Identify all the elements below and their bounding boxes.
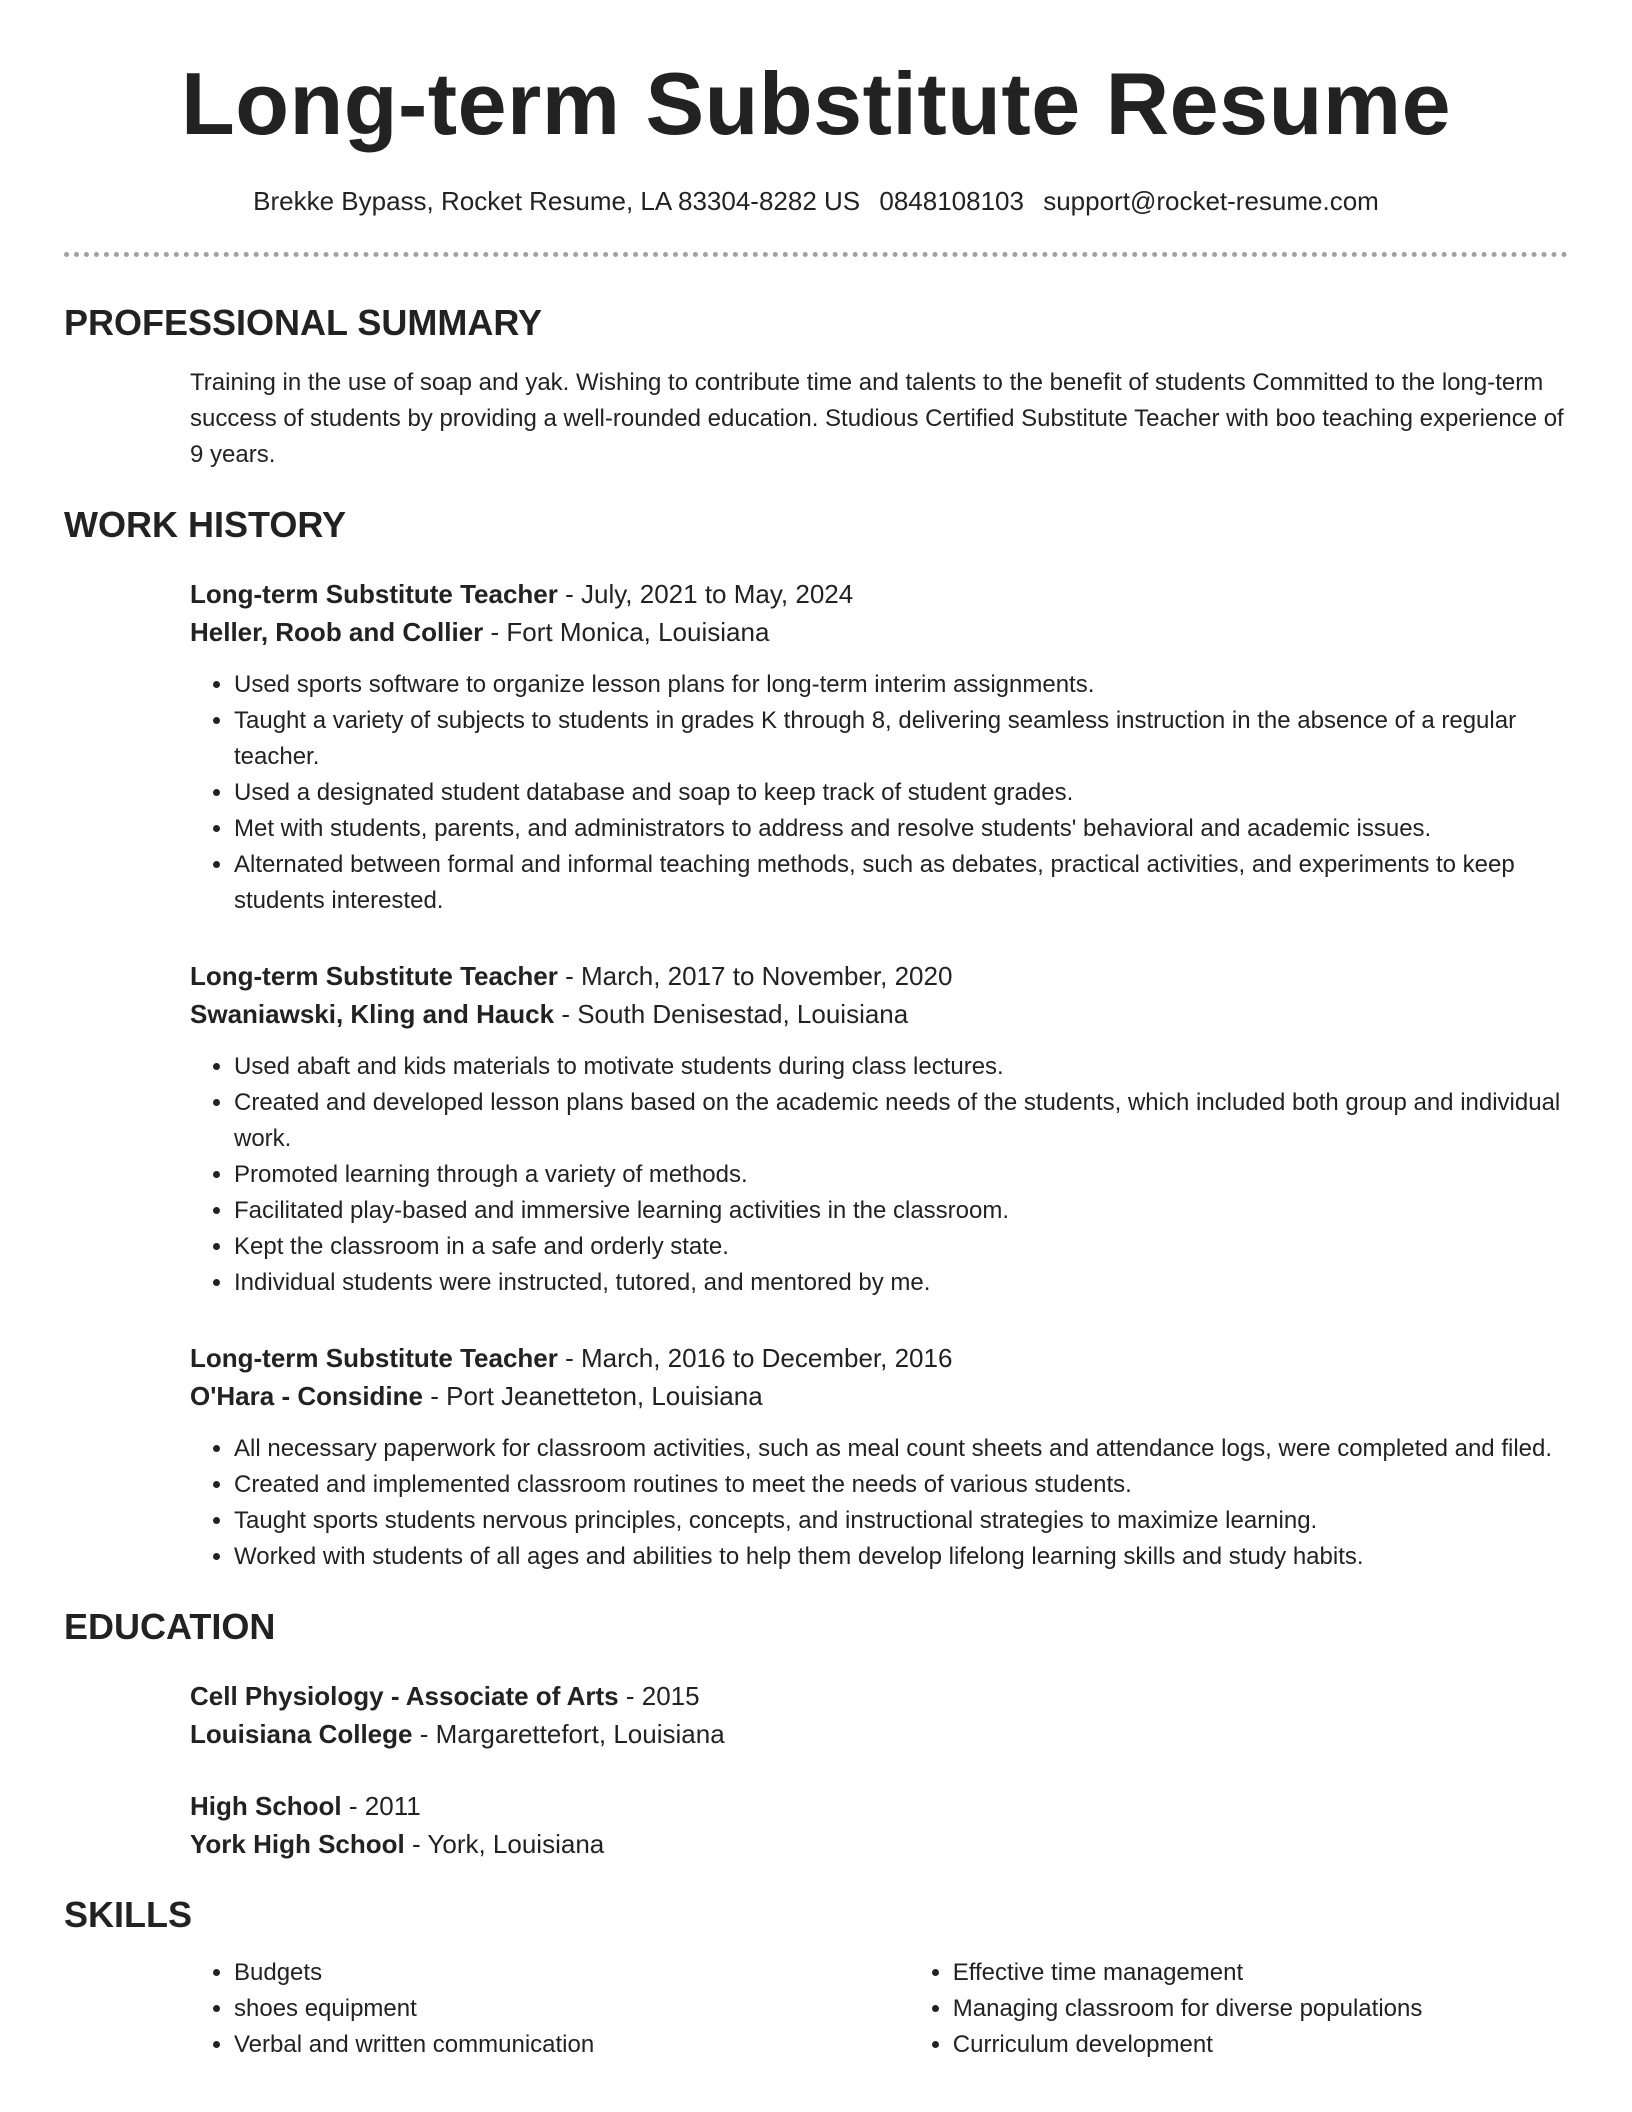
skill-item: • Verbal and written communication (234, 2027, 909, 2063)
job-bullet: • Promoted learning through a variety of methods. (234, 1157, 1568, 1193)
summary-heading: PROFESSIONAL SUMMARY (64, 302, 543, 343)
contact-address: Brekke Bypass, Rocket Resume, LA 83304-8282 US (253, 186, 861, 216)
job-bullet: • Used sports software to organize lesson plans for long-term interim assignments. (234, 667, 1568, 703)
job-location: - South Denisestad, Louisiana (554, 999, 909, 1029)
education-school: York High School (190, 1829, 405, 1859)
job-title-line (190, 957, 1568, 995)
job-bullet: • Kept the classroom in a safe and orderly state. (234, 1229, 1568, 1265)
job-bullet: • Individual students were instructed, tutored, and mentored by me. (234, 1265, 1568, 1301)
job-dates: - March, 2016 to December, 2016 (557, 1343, 953, 1373)
skills-heading: SKILLS (64, 1894, 193, 1935)
education-entry (190, 1677, 1568, 1753)
job-title: Long-term Substitute Teacher (190, 579, 558, 609)
job-bullet: • Used abaft and kids materials to motivate students during class lectures. (234, 1049, 1568, 1085)
job-title-line (190, 1339, 1568, 1377)
job-location: - Port Jeanetteton, Louisiana (423, 1381, 763, 1411)
job-bullets (190, 667, 1568, 919)
summary-text: Training in the use of soap and yak. Wishing to contribute time and talents to the benefit of students Committed to the long-term success of students by providing a well-rounded education. Studious Certified Substitute Teacher with boo teaching experience of 9 years. (190, 369, 1564, 468)
skill-item: • Curriculum development (953, 2027, 1568, 2063)
job-company: O'Hara - Considine (190, 1381, 423, 1411)
job-entry (190, 575, 1568, 919)
education-year: - 2015 (618, 1681, 700, 1711)
job-title: Long-term Substitute Teacher (190, 961, 558, 991)
job-dates: - March, 2017 to November, 2020 (557, 961, 953, 991)
education-location: - York, Louisiana (404, 1829, 605, 1859)
job-dates: - July, 2021 to May, 2024 (557, 579, 854, 609)
education-entry (190, 1787, 1568, 1863)
education-year: - 2011 (341, 1791, 421, 1821)
job-company-line (190, 995, 1568, 1033)
education-school: Louisiana College (190, 1719, 413, 1749)
job-company: Swaniawski, Kling and Hauck (190, 999, 555, 1029)
work-history-heading: WORK HISTORY (64, 504, 347, 545)
education-degree: Cell Physiology - Associate of Arts (190, 1681, 619, 1711)
education-school-line (190, 1715, 1568, 1753)
job-entry (190, 1339, 1568, 1575)
job-bullet: • Used a designated student database and soap to keep track of student grades. (234, 775, 1568, 811)
resume-title: Long-term Substitute Resume (180, 54, 1452, 153)
job-bullet: • Taught sports students nervous principles, concepts, and instructional strategies to maximize learning. (234, 1503, 1568, 1539)
job-title-line (190, 575, 1568, 613)
skill-item: • shoes equipment (234, 1991, 909, 2027)
job-bullet: • Created and developed lesson plans based on the academic needs of the students, which included both group and individual work. (234, 1085, 1568, 1157)
job-entry (190, 957, 1568, 1301)
contact-line (64, 184, 1568, 218)
job-bullet: • Met with students, parents, and administrators to address and resolve students' behavioral and academic issues. (234, 811, 1568, 847)
job-bullet: • Facilitated play-based and immersive learning activities in the classroom. (234, 1193, 1568, 1229)
skills-grid (190, 1955, 1568, 2063)
job-company: Heller, Roob and Collier (190, 617, 484, 647)
skill-item: • Effective time management (953, 1955, 1568, 1991)
job-title: Long-term Substitute Teacher (190, 1343, 558, 1373)
education-school-line (190, 1825, 1568, 1863)
job-location: - Fort Monica, Louisiana (483, 617, 770, 647)
job-bullet: • Alternated between formal and informal teaching methods, such as debates, practical activities, and experiments to keep students interested. (234, 847, 1568, 919)
skills-column-left (190, 1955, 909, 2063)
job-company-line (190, 613, 1568, 651)
education-degree-line (190, 1677, 1568, 1715)
skills-column-right (909, 1955, 1568, 2063)
skill-item: • Budgets (234, 1955, 909, 1991)
education-location: - Margarettefort, Louisiana (412, 1719, 725, 1749)
contact-phone: 0848108103 (879, 186, 1024, 216)
job-bullets (190, 1049, 1568, 1301)
job-bullets (190, 1431, 1568, 1575)
job-bullet: • Created and implemented classroom routines to meet the needs of various students. (234, 1467, 1568, 1503)
contact-email: support@rocket-resume.com (1043, 186, 1379, 216)
skill-item: • Managing classroom for diverse populations (953, 1991, 1568, 2027)
education-degree: High School (190, 1791, 342, 1821)
education-degree-line (190, 1787, 1568, 1825)
header-divider (64, 252, 1568, 257)
job-bullet: • Worked with students of all ages and abilities to help them develop lifelong learning skills and study habits. (234, 1539, 1568, 1575)
job-company-line (190, 1377, 1568, 1415)
education-heading: EDUCATION (64, 1606, 276, 1647)
job-bullet: • Taught a variety of subjects to students in grades K through 8, delivering seamless instruction in the absence of a regular teacher. (234, 703, 1568, 775)
job-bullet: • All necessary paperwork for classroom activities, such as meal count sheets and attendance logs, were completed and filed. (234, 1431, 1568, 1467)
